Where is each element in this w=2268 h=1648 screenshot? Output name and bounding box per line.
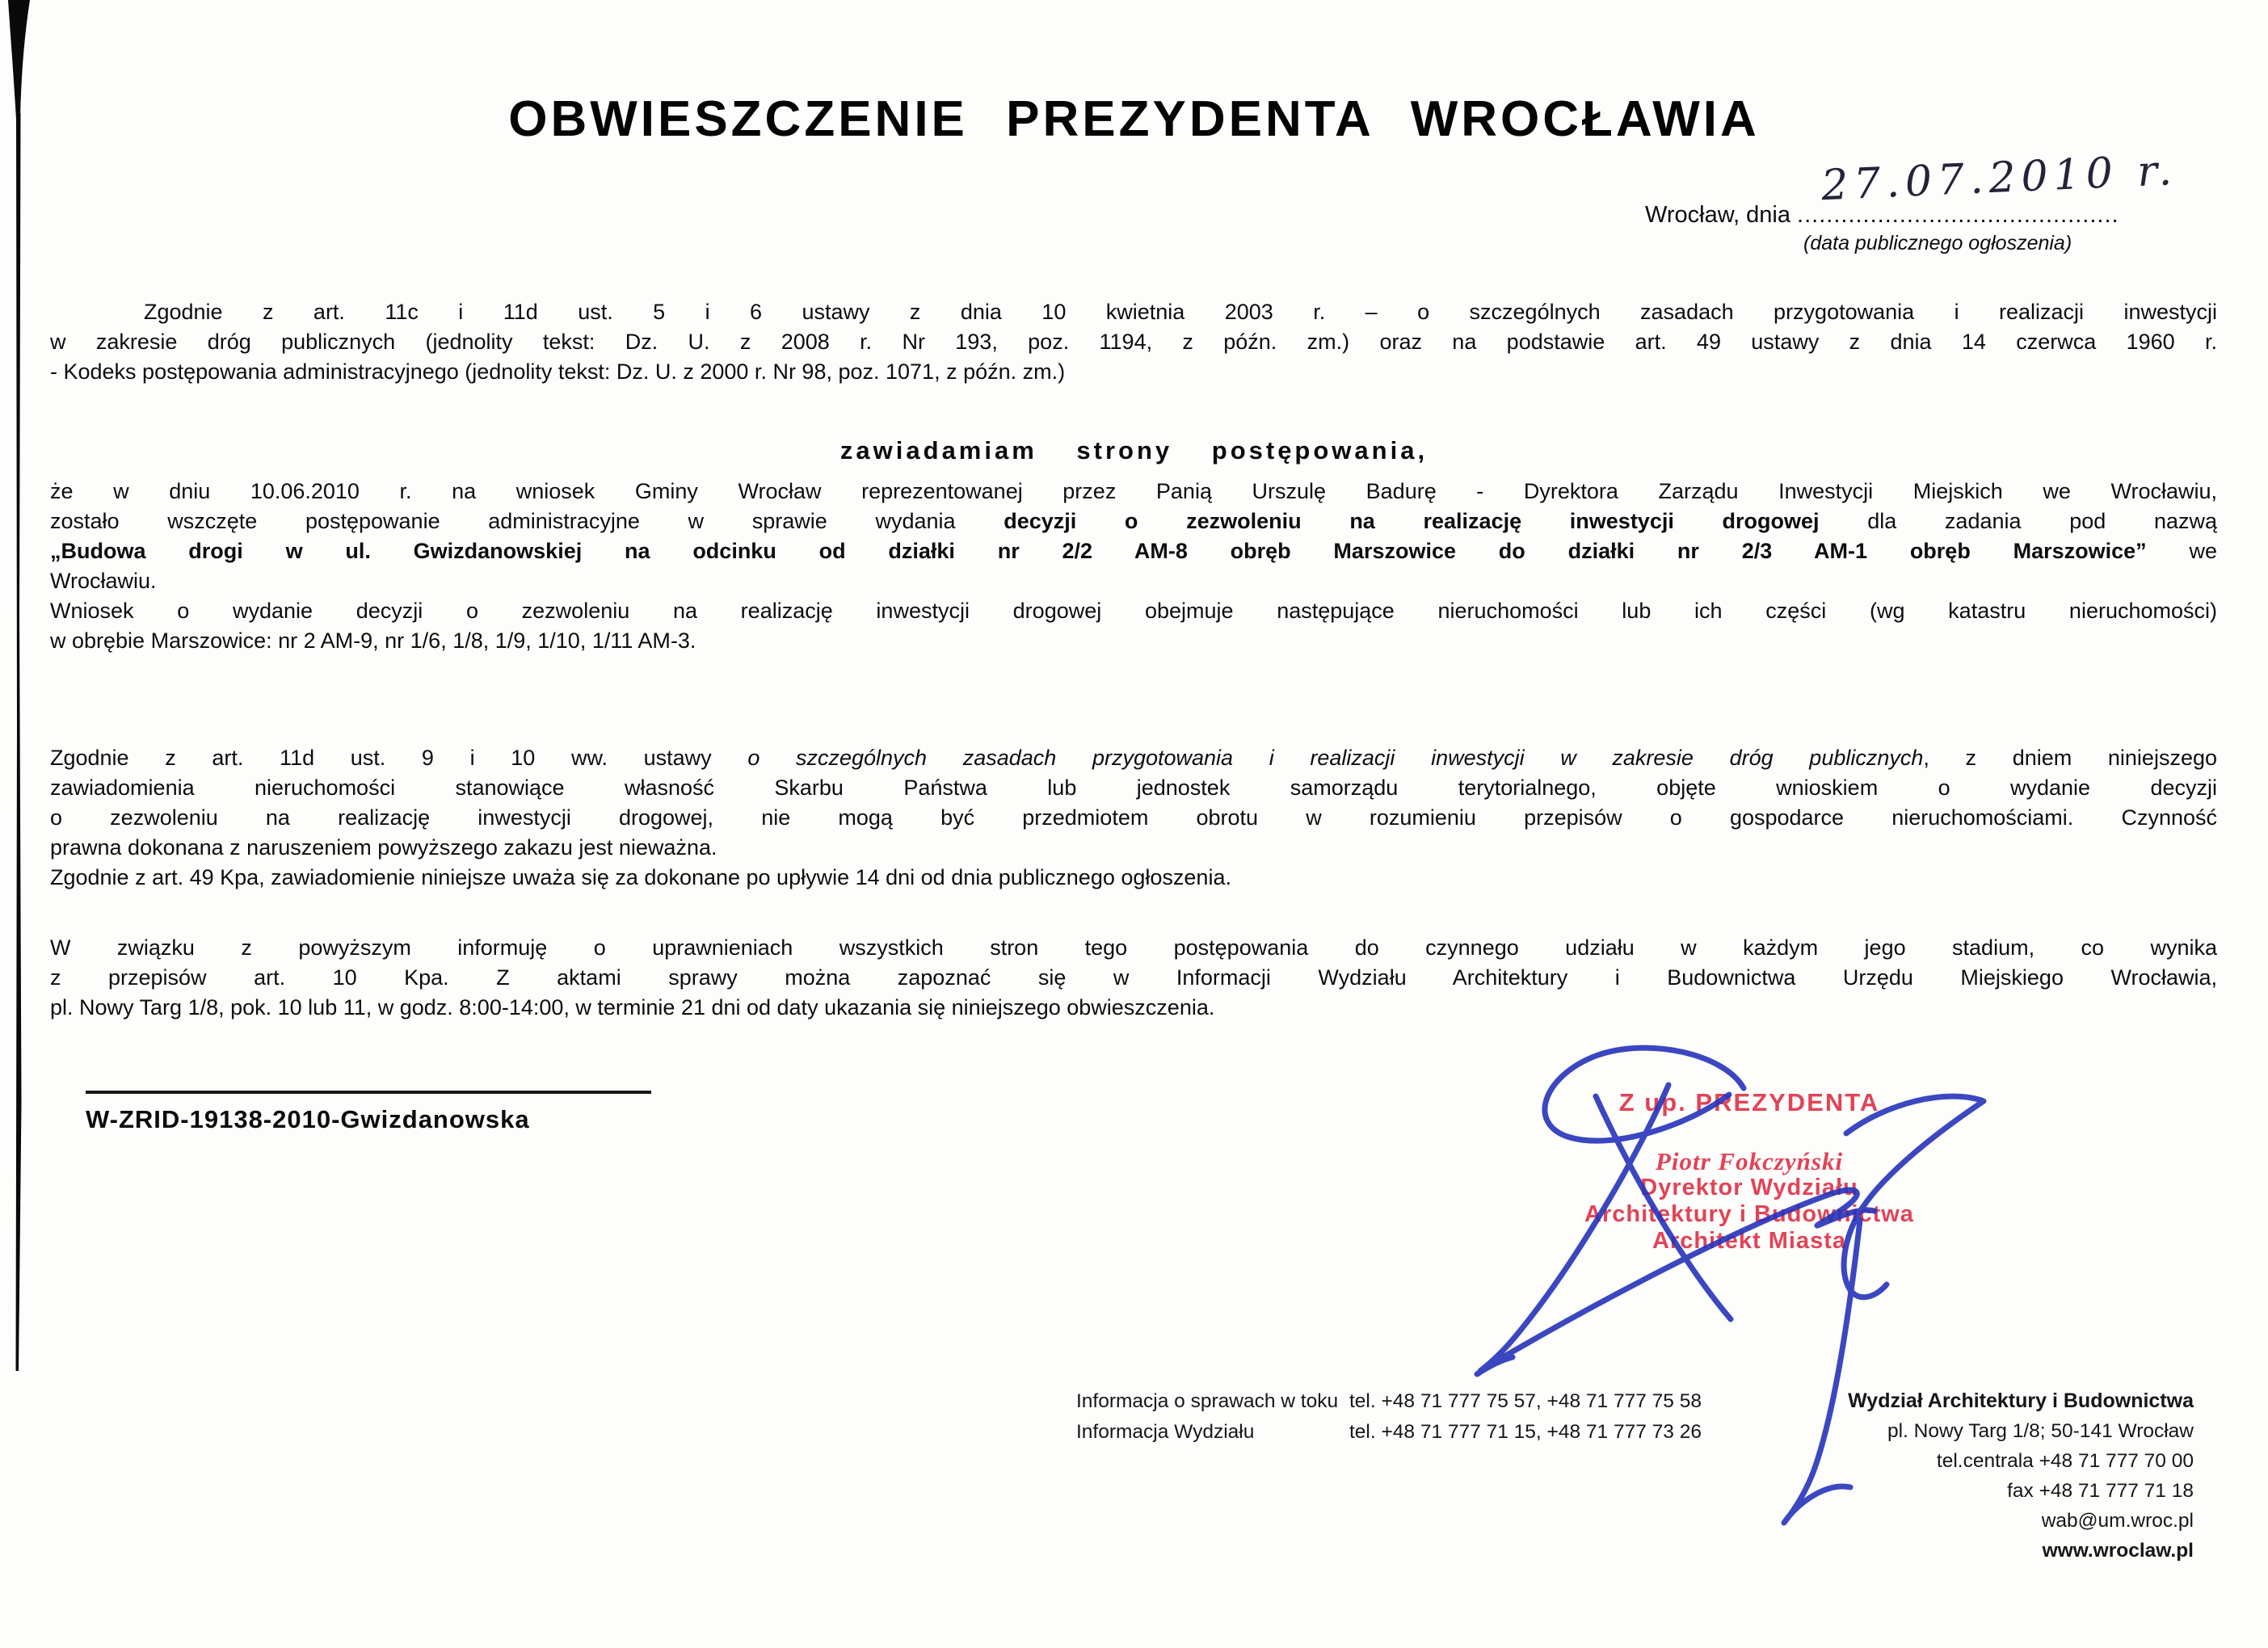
body-line: że w dniu 10.06.2010 r. na wniosek Gminy Wrocław reprezentowanej przez Panią Urszulę Badurę - Dyrektora Zarządu Inwestycji Miejskich we Wrocławiu, xyxy=(50,479,2217,503)
footer-line: www.wroclaw.pl xyxy=(2042,1540,2194,1562)
body-text-bold: decyzji o zezwoleniu na realizację inwestycji drogowej xyxy=(1004,509,1820,533)
footer-line: Wydział Architektury i Budownictwa xyxy=(1848,1389,2194,1412)
body-line: Zgodnie z art. 11c i 11d ust. 5 i 6 ustawy z dnia 10 kwietnia 2003 r. – o szczególnych zasadach przygotowania i realizacji inwestycji xyxy=(144,300,2217,324)
body-line: zawiadomienia nieruchomości stanowiące własność Skarbu Państwa lub jednostek samorządu terytorialnego, objęte wnioskiem o wydanie decyzji xyxy=(50,776,2217,800)
body-line: w zakresie dróg publicznych (jednolity tekst: Dz. U. z 2008 r. Nr 193, poz. 1194, z późn. zm.) oraz na podstawie art. 49 ustawy z dnia 14 czerwca 1960 r. xyxy=(50,330,2217,354)
paragraph-legal-basis xyxy=(50,297,2217,387)
footer-line: fax +48 71 777 71 18 xyxy=(2007,1480,2194,1502)
footer-value: tel. +48 71 777 75 57, +48 71 777 75 58 xyxy=(1349,1390,1702,1412)
dateline-prefix: Wrocław, dnia xyxy=(1645,202,1798,228)
body-text: , z dniem niniejszego xyxy=(1923,746,2217,770)
scan-edge-artifact xyxy=(0,0,40,1648)
stamp-role-line: Dyrektor Wydziału xyxy=(1640,1175,1858,1200)
footer-department-right xyxy=(1848,1386,2194,1566)
stamp-signer-name: Piotr Fokczyński xyxy=(1655,1147,1844,1175)
body-line: Wrocławiu. xyxy=(50,569,157,593)
paragraph-restrictions xyxy=(50,743,2217,893)
body-text: zostało wszczęte postępowanie administracyjne w sprawie wydania xyxy=(50,509,1004,533)
paragraph-rights-info xyxy=(50,933,2217,1023)
body-line: - Kodeks postępowania administracyjnego (jednolity tekst: Dz. U. z 2000 r. Nr 98, poz. 1071, z późn. zm.) xyxy=(50,359,1066,384)
footer-value: tel. +48 71 777 71 15, +48 71 777 73 26 xyxy=(1349,1421,1702,1443)
body-text: Zgodnie z art. 11d ust. 9 i 10 ww. ustawy xyxy=(50,746,748,770)
body-line xyxy=(50,743,2217,773)
body-line: prawna dokonana z naruszeniem powyższego zakazu jest nieważna. xyxy=(50,835,717,860)
footer-label: Informacja o sprawach w toku xyxy=(1076,1390,1339,1412)
dateline-dots: ............................................ xyxy=(1797,202,2119,228)
footer-label: Informacja Wydziału xyxy=(1076,1421,1255,1443)
date-caption: (data publicznego ogłoszenia) xyxy=(1803,232,2072,254)
stamp-authority-line: Z up. PREZYDENTA xyxy=(1618,1088,1880,1116)
body-line: W związku z powyższym informuję o uprawnieniach wszystkich stron tego postępowania do czynnego udziału w każdym jego stadium, co wynika xyxy=(50,935,2217,960)
footer-line: wab@um.wroc.pl xyxy=(2041,1510,2194,1532)
body-line xyxy=(50,536,2217,566)
footer-line: tel.centrala +48 71 777 70 00 xyxy=(1936,1450,2194,1472)
dateline xyxy=(1645,146,2227,255)
stamp-role-line: Architektury i Budownictwa xyxy=(1584,1201,1914,1227)
body-line xyxy=(50,507,2217,536)
body-text-bold: „Budowa drogi w ul. Gwizdanowskiej na odcinku od działki nr 2/2 AM-8 obręb Marszowice do działki nr 2/3 AM-1 obręb Marszowice” xyxy=(50,539,2147,563)
section-heading: zawiadamiam strony postępowania, xyxy=(839,436,1429,465)
body-line: Zgodnie z art. 49 Kpa, zawiadomienie niniejsze uważa się za dokonane po upływie 14 dni od dnia publicznego ogłoszenia. xyxy=(50,865,1231,889)
handwritten-date: 27.07.2010 r. xyxy=(1820,146,2179,211)
body-line: o zezwoleniu na realizację inwestycji drogowej, nie mogą być przedmiotem obrotu w rozumieniu przepisów o gospodarce nieruchomościami. Czynność xyxy=(50,805,2217,830)
paragraph-notification xyxy=(50,477,2217,656)
body-line: z przepisów art. 10 Kpa. Z aktami sprawy można zapoznać się w Informacji Wydziału Architektury i Budownictwa Urzędu Miejskiego Wrocławia, xyxy=(50,965,2217,990)
body-line: w obrębie Marszowice: nr 2 AM-9, nr 1/6, 1/8, 1/9, 1/10, 1/11 AM-3. xyxy=(50,629,696,653)
body-line: pl. Nowy Targ 1/8, pok. 10 lub 11, w godz. 8:00-14:00, w terminie 21 dni od daty ukazania się niniejszego obwieszczenia. xyxy=(50,995,1215,1019)
body-line: Wniosek o wydanie decyzji o zezwoleniu na realizację inwestycji drogowej obejmuje następujące nieruchomości lub ich części (wg katastru nieruchomości) xyxy=(50,599,2217,623)
body-text-italic: o szczególnych zasadach przygotowania i realizacji inwestycji w zakresie dróg publicznych xyxy=(747,746,1924,770)
footer-contact-left xyxy=(1076,1391,1702,1442)
stamp-role-line: Architekt Miasta xyxy=(1652,1228,1846,1254)
reference-number: W-ZRID-19138-2010-Gwizdanowska xyxy=(86,1091,651,1134)
body-text: we xyxy=(2146,539,2217,563)
page-title: OBWIESZCZENIE PREZYDENTA WROCŁAWIA xyxy=(508,91,1760,147)
footer-line: pl. Nowy Targ 1/8; 50-141 Wrocław xyxy=(1887,1420,2194,1442)
body-text: dla zadania pod nazwą xyxy=(1819,509,2217,533)
